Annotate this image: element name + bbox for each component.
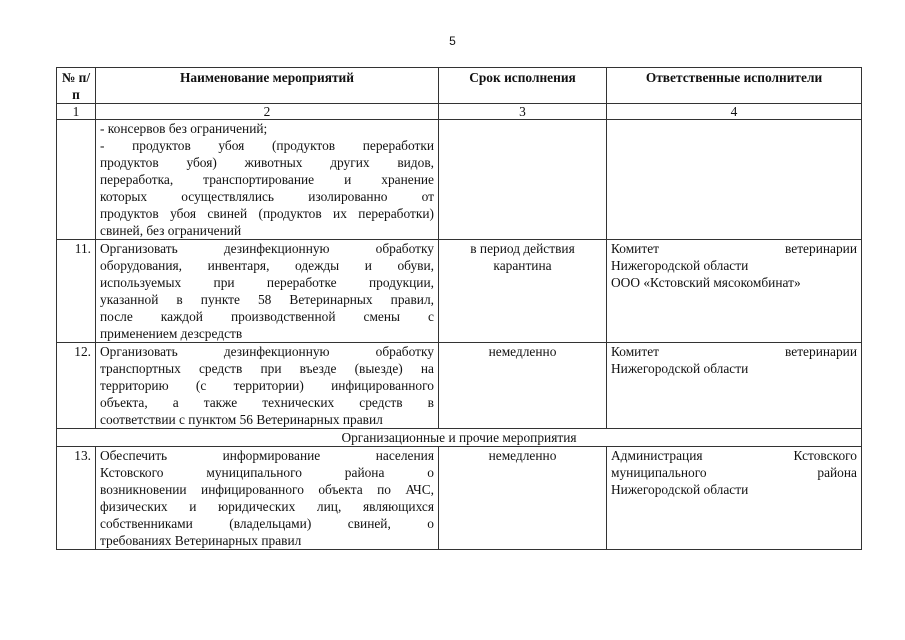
header-responsible: Ответственные исполнители xyxy=(607,68,862,104)
column-index-1: 1 xyxy=(57,104,96,120)
responsible-cell xyxy=(607,343,862,429)
table-row xyxy=(57,343,862,429)
responsible-cell xyxy=(607,447,862,550)
measure-line: возникновении инфицированного объекта по АЧС, xyxy=(100,482,434,497)
header-term: Срок исполнения xyxy=(439,68,607,104)
continuation-line: переработка, транспортирование и хранение xyxy=(100,172,434,187)
table-row xyxy=(57,447,862,550)
responsible-line: Администрация Кстовского xyxy=(611,448,857,463)
continuation-line: свиней, без ограничений xyxy=(100,223,242,238)
continuation-line: которых осуществлялись изолированно от xyxy=(100,189,434,204)
responsible-cell xyxy=(607,240,862,343)
table-row xyxy=(57,120,862,240)
responsible-line: ООО «Кстовский мясокомбинат» xyxy=(611,275,801,290)
measure-line: указанной в пункте 58 Ветеринарных правил, xyxy=(100,292,434,307)
term-line: карантина xyxy=(493,258,552,273)
term-line: немедленно xyxy=(488,448,557,463)
measure-line: после каждой производственной смены с xyxy=(100,309,434,324)
measure-line: транспортных средств при въезде (выезде) на xyxy=(100,361,434,376)
measure-line: соответствии с пунктом 56 Ветеринарных правил xyxy=(100,412,383,427)
continuation-line: - продуктов убоя (продуктов переработки xyxy=(100,138,434,153)
measure-line: Организовать дезинфекционную обработку xyxy=(100,241,434,256)
row-number: 13. xyxy=(57,447,96,550)
measure-line: требованиях Ветеринарных правил xyxy=(100,533,302,548)
measure-line: Кстовского муниципального района о xyxy=(100,465,434,480)
measure-line: собственниками (владельцами) свиней, о xyxy=(100,516,434,531)
measure-name-cell xyxy=(96,240,439,343)
continuation-line: продуктов убоя свиней (продуктов их переработки) xyxy=(100,206,434,221)
responsible-line: Комитет ветеринарии xyxy=(611,241,857,256)
column-index-2: 2 xyxy=(96,104,439,120)
measure-line: применением дезсредств xyxy=(100,326,243,341)
section-title: Организационные и прочие мероприятия xyxy=(57,429,862,447)
header-num: № п/п xyxy=(57,68,96,104)
continuation-term-cell xyxy=(439,120,607,240)
continuation-line: продуктов убоя) животных других видов, xyxy=(100,155,434,170)
term-line: немедленно xyxy=(488,344,557,359)
measure-name-cell xyxy=(96,343,439,429)
responsible-line: муниципального района xyxy=(611,465,857,480)
term-line: в период действия xyxy=(470,241,575,256)
continuation-num-cell xyxy=(57,120,96,240)
term-cell xyxy=(439,447,607,550)
measure-line: объекта, а также технических средств в xyxy=(100,395,434,410)
table-row xyxy=(57,240,862,343)
header-name: Наименование мероприятий xyxy=(96,68,439,104)
continuation-name-cell xyxy=(96,120,439,240)
page-number: 5 xyxy=(449,34,456,48)
measure-line: Обеспечить информирование населения xyxy=(100,448,434,463)
measures-table xyxy=(56,67,862,550)
measure-line: территорию (с территории) инфицированного xyxy=(100,378,434,393)
row-number: 12. xyxy=(57,343,96,429)
section-row xyxy=(57,429,862,447)
measure-line: физических и юридических лиц, являющихся xyxy=(100,499,434,514)
measure-line: оборудования, инвентаря, одежды и обуви, xyxy=(100,258,434,273)
continuation-responsible-cell xyxy=(607,120,862,240)
column-index-row xyxy=(57,104,862,120)
column-index-4: 4 xyxy=(607,104,862,120)
continuation-line: - консервов без ограничений; xyxy=(100,121,268,136)
measure-line: Организовать дезинфекционную обработку xyxy=(100,344,434,359)
responsible-line: Комитет ветеринарии xyxy=(611,344,857,359)
header-row xyxy=(57,68,862,104)
column-index-3: 3 xyxy=(439,104,607,120)
row-number: 11. xyxy=(57,240,96,343)
measure-name-cell xyxy=(96,447,439,550)
term-cell xyxy=(439,240,607,343)
measure-line: используемых при переработке продукции, xyxy=(100,275,434,290)
responsible-line: Нижегородской области xyxy=(611,258,749,273)
term-cell xyxy=(439,343,607,429)
responsible-line: Нижегородской области xyxy=(611,482,749,497)
responsible-line: Нижегородской области xyxy=(611,361,749,376)
